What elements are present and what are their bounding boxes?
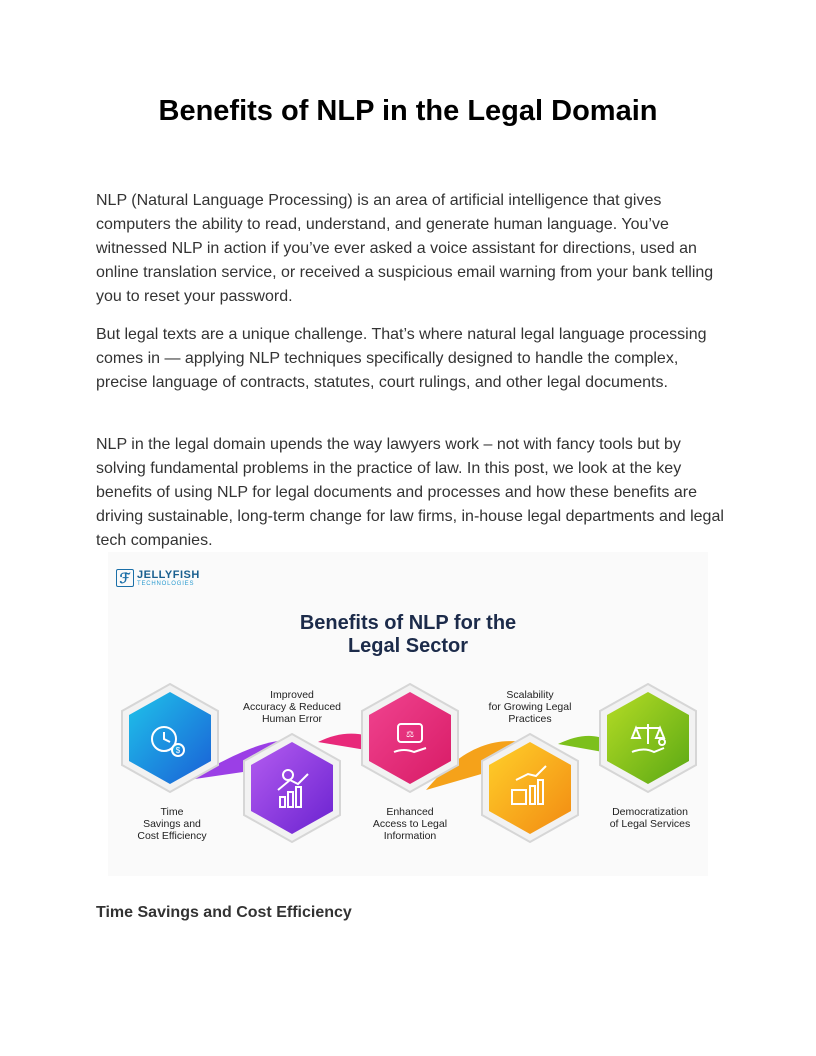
benefits-paragraph: NLP in the legal domain upends the way lawyers work – not with fancy tools but by solving fundamental problems in the practice of law. In this post, we look at the key benefits of using NLP for legal documents and processes and how these benefits are driving sustainable, long-term change for law firms, in-house legal departments and legal tech companies. [96,436,724,549]
page-title: Benefits of NLP in the Legal Domain [158,95,658,127]
logo-subtitle: TECHNOLOGIES [137,580,195,587]
hexagon-democratization [600,684,696,792]
logo-name: JELLYFISH [137,568,200,581]
benefit-label-access: Enhanced Access to Legal Information [372,806,448,842]
benefit-label-accuracy: Improved Accuracy & Reduced Human Error [242,689,342,725]
svg-text:⚖: ⚖ [405,729,415,739]
challenge-paragraph: But legal texts are a unique challenge. That’s where natural legal language processing comes in — applying NLP techniques specifically designed to handle the complex, precise language of contracts, statutes, court rulings, and other legal documents. [96,326,707,391]
jellyfish-logo [116,566,200,590]
svg-text:$: $ [175,746,181,755]
benefits-infographic [108,552,708,876]
benefit-label-time-savings: Time Savings and Cost Efficiency [137,806,207,842]
section-heading: Time Savings and Cost Efficiency [96,904,352,921]
benefit-label-democratization: Democratization of Legal Services [609,806,691,830]
intro-paragraph: NLP (Natural Language Processing) is an area of artificial intelligence that gives computers the ability to read, understand, and generate human language. You’ve witnessed NLP in action if you’ve ever asked a voice assistant for directions, used an online translation service, or received a suspicious email warning from your bank telling you to reset your password. [96,192,714,305]
benefit-label-scalability: Scalability for Growing Legal Practices [488,689,572,725]
logo-mark-icon: ℱ [116,569,134,587]
infographic-title: Benefits of NLP for the Legal Sector [299,612,517,657]
